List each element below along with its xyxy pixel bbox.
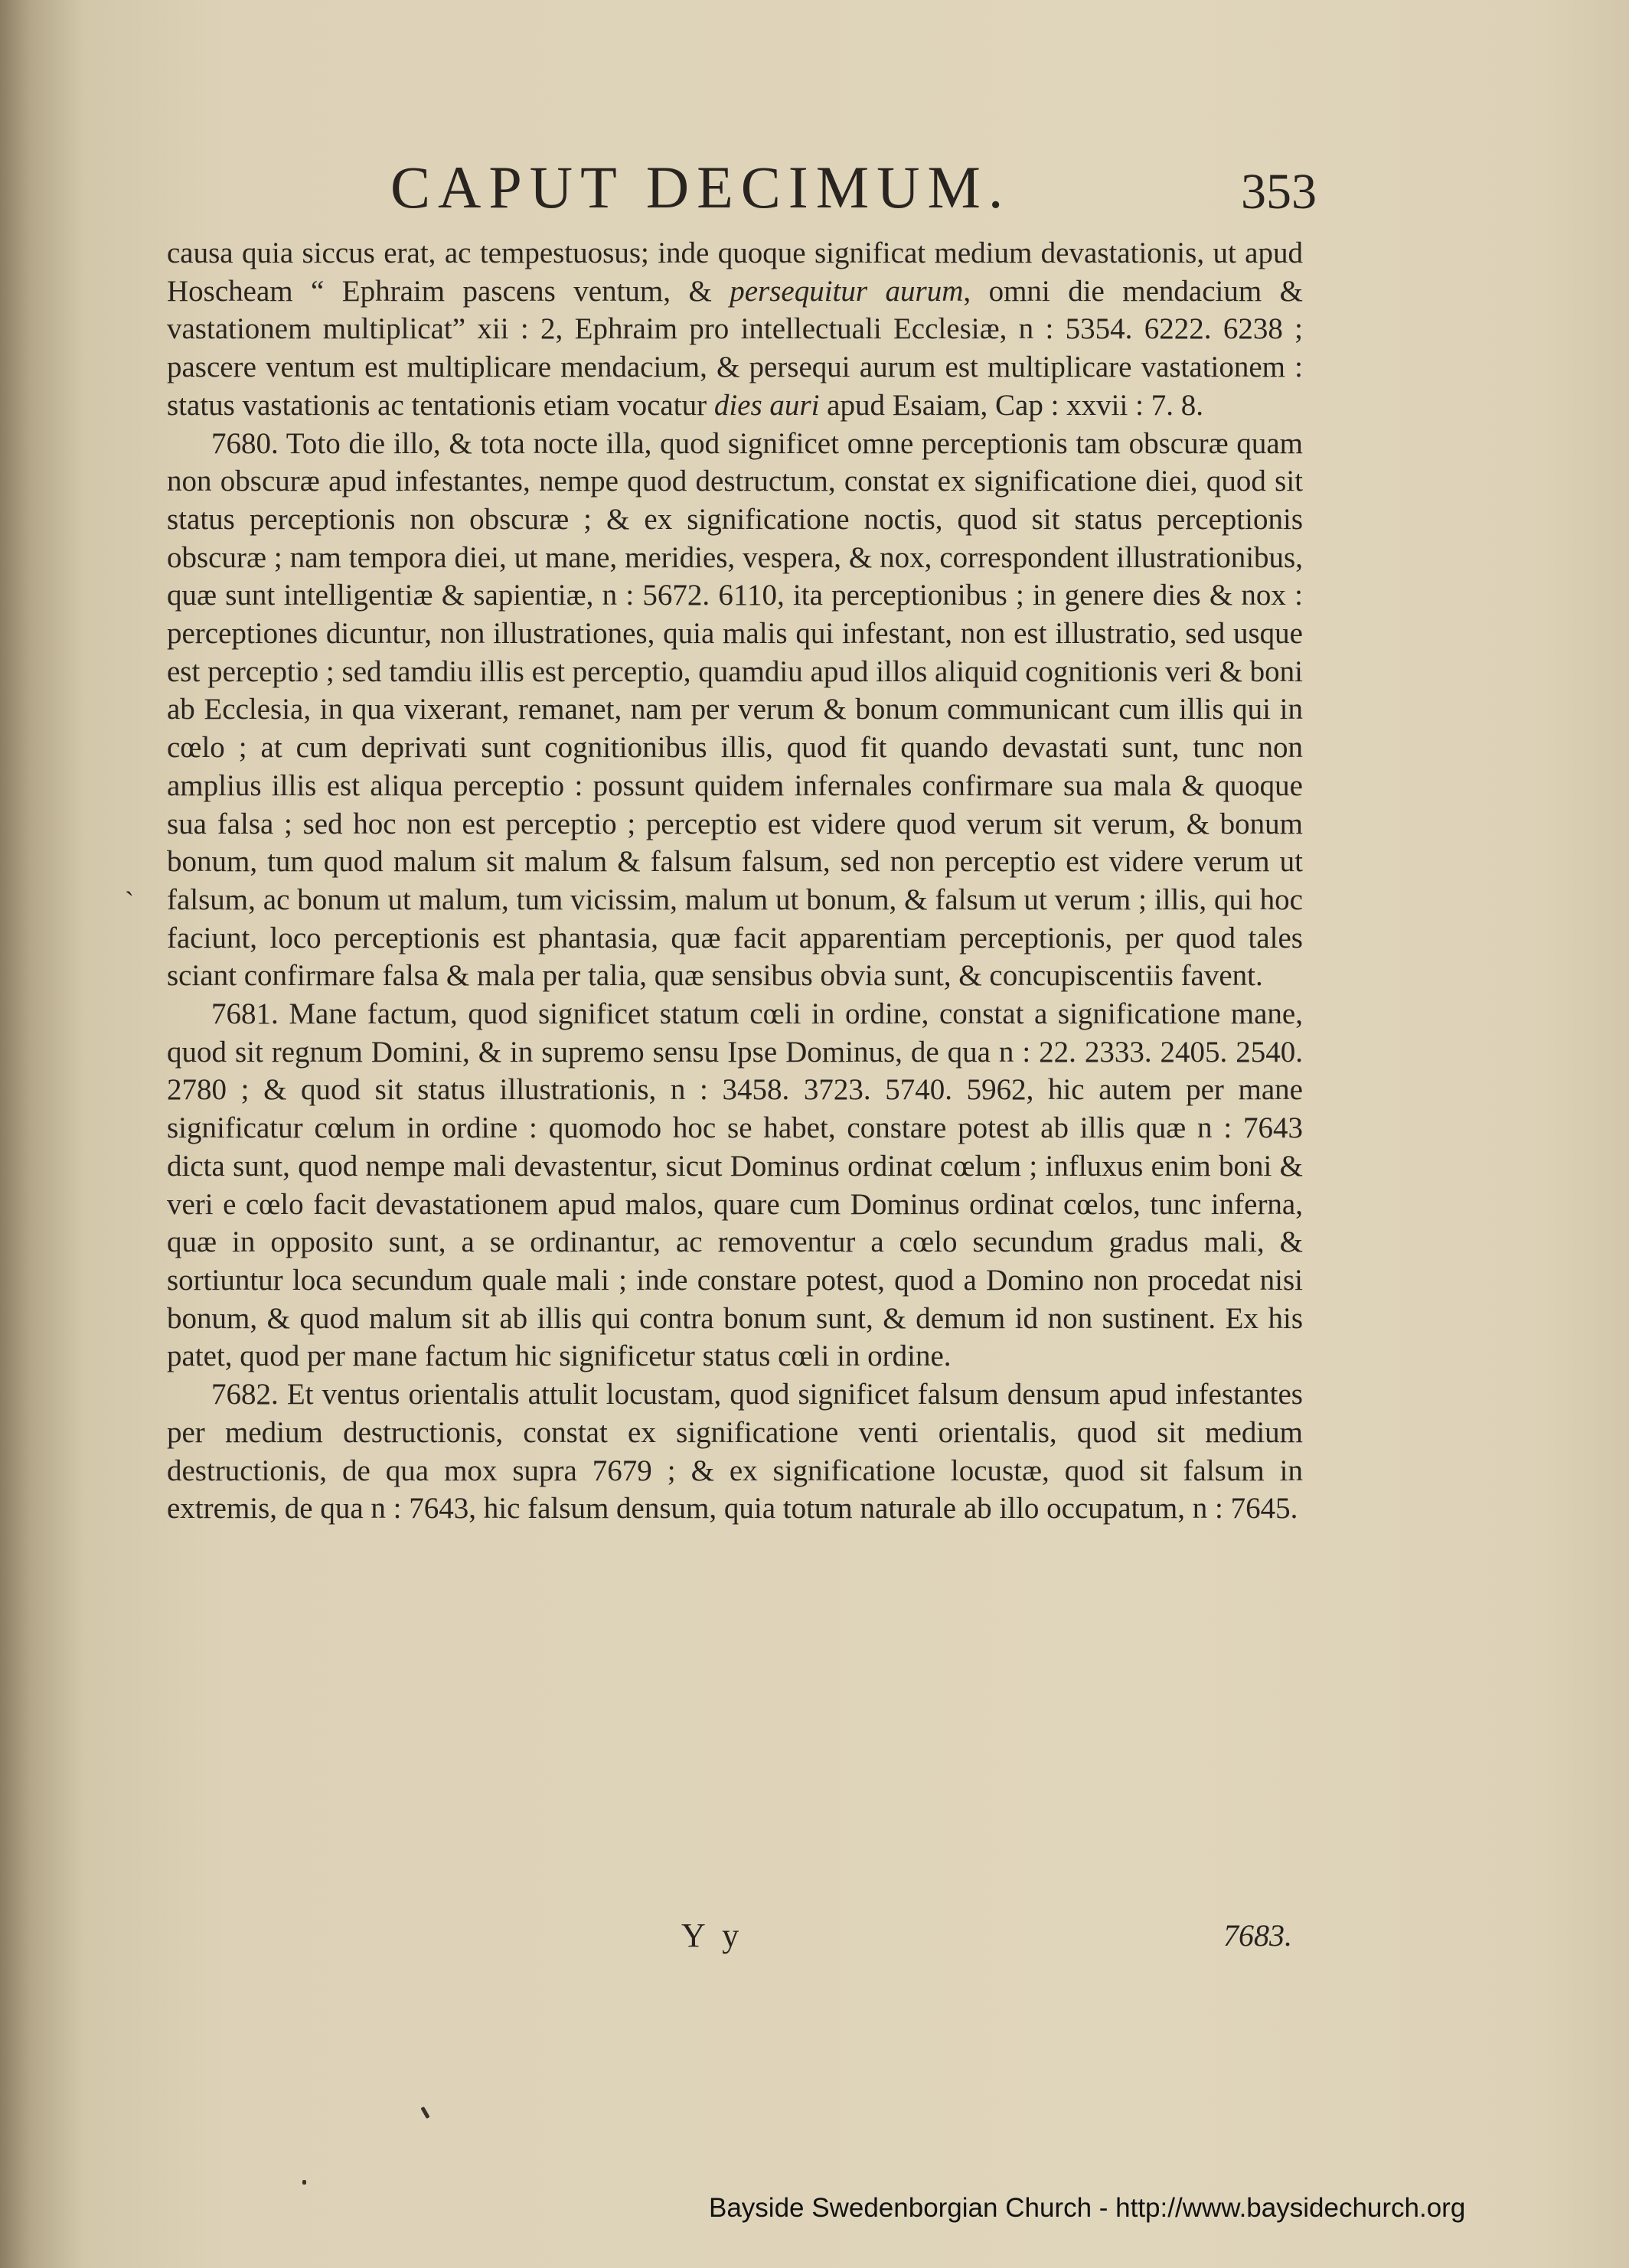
page-number: 353 xyxy=(1241,164,1317,220)
ink-speck xyxy=(420,2106,429,2119)
paragraph-continuation: causa quia siccus erat, ac tempestuosus; inde quoque significat medium devastationis, ut apud Hoscheam “ Ephraim pascens ventum, & persequitur aurum, omni die mendacium & vastationem multiplicat” xii : 2, Ephraim pro intellectuali Ecclesiæ, n : 5354. 6222. 6238 ; pascere ventum est multiplicare mendacium, & persequi aurum est multiplicare vastationem : status vastationis ac tentationis etiam vocatur dies auri apud Esaiam, Cap : xxvii : 7. 8. xyxy=(167,237,1304,422)
ink-speck xyxy=(302,2180,306,2185)
signature-mark: Y y xyxy=(681,1917,744,1954)
catchword: 7683. xyxy=(1223,1918,1292,1953)
paragraph-7682: 7682. Et ventus orientalis attulit locustam, quod significet falsum densum apud infestantes per medium destructionis, constat ex significatione venti orientalis, quod sit medium destructionis, de qua mox supra 7679 ; & ex significatione locustæ, quod sit falsum in extremis, de qua n : 7643, hic falsum densum, quia totum naturale ab illo occupatum, n : 7645. xyxy=(167,1378,1303,1526)
body-text xyxy=(167,234,1303,1528)
margin-ink-mark: ˏ xyxy=(125,865,134,896)
watermark-text: Bayside Swedenborgian Church - http://www.baysidechurch.org xyxy=(709,2193,1466,2223)
paragraph-7681: 7681. Mane factum, quod significet statum cœli in ordine, constat a significatione mane, quod sit regnum Domini, & in supremo sensu Ipse Dominus, de qua n : 22. 2333. 2405. 2540. 2780 ; & quod sit status illustrationis, n : 3458. 3723. 5740. 5962, hic autem per mane significatur cœlum in ordine : quomodo hoc se habet, constare potest ab illis quæ n : 7643 dicta sunt, quod nempe mali devastentur, sicut Dominus ordinat cœlum ; influxus enim boni & veri e cœlo facit devastationem apud malos, quare cum Dominus ordinat cœlos, tunc inferna, quæ in opposito sunt, a se ordinantur, ac removentur a cœlo secundum gradus mali, & sortiuntur loca secundum quale mali ; inde constare potest, quod a Domino non procedat nisi bonum, & quod malum sit ab illis qui contra bonum sunt, & demum id non sustinent. Ex his patet, quod per mane factum hic significetur status cœli in ordine. xyxy=(167,997,1303,1373)
chapter-title: CAPUT DECIMUM. xyxy=(390,154,1011,220)
running-header xyxy=(153,153,1317,222)
paragraph-7680: 7680. Toto die illo, & tota nocte illa, quod significet omne perceptionis tam obscuræ quam non obscuræ apud infestantes, nempe quod destructum, constat ex significatione diei, quod sit status perceptionis non obscuræ ; & ex significatione noctis, quod sit status perceptionis obscuræ ; nam tempora diei, ut mane, meridies, vespera, & nox, correspondent illustrationibus, quæ sunt intelligentiæ & sapientiæ, n : 5672. 6110, ita perceptionibus ; in genere dies & nox : perceptiones dicuntur, non illustrationes, quia malis qui infestant, non est illustratio, sed usque est perceptio ; sed tamdiu illis est perceptio, quamdiu apud illos aliquid cognitionis veri & boni ab Ecclesia, in qua vixerant, remanet, nam per verum & bonum communicant cum illis qui in cœlo ; at cum deprivati sunt cognitionibus illis, quod fit quando devastati sunt, tunc non amplius illis est aliqua perceptio : possunt quidem infernales confirmare sua mala & quoque sua falsa ; sed hoc non est perceptio ; perceptio est videre quod verum sit verum, & bonum bonum, tum quod malum sit malum & falsum falsum, sed non perceptio est videre verum ut falsum, ac bonum ut malum, tum vicissim, malum ut bonum, & falsum ut verum ; illis, qui hoc faciunt, loco perceptionis est phantasia, quæ facit apparentiam perceptionis, per quod tales sciant confirmare falsa & mala per talia, quæ sensibus obvia sunt, & concupiscentiis favent. xyxy=(167,426,1303,993)
